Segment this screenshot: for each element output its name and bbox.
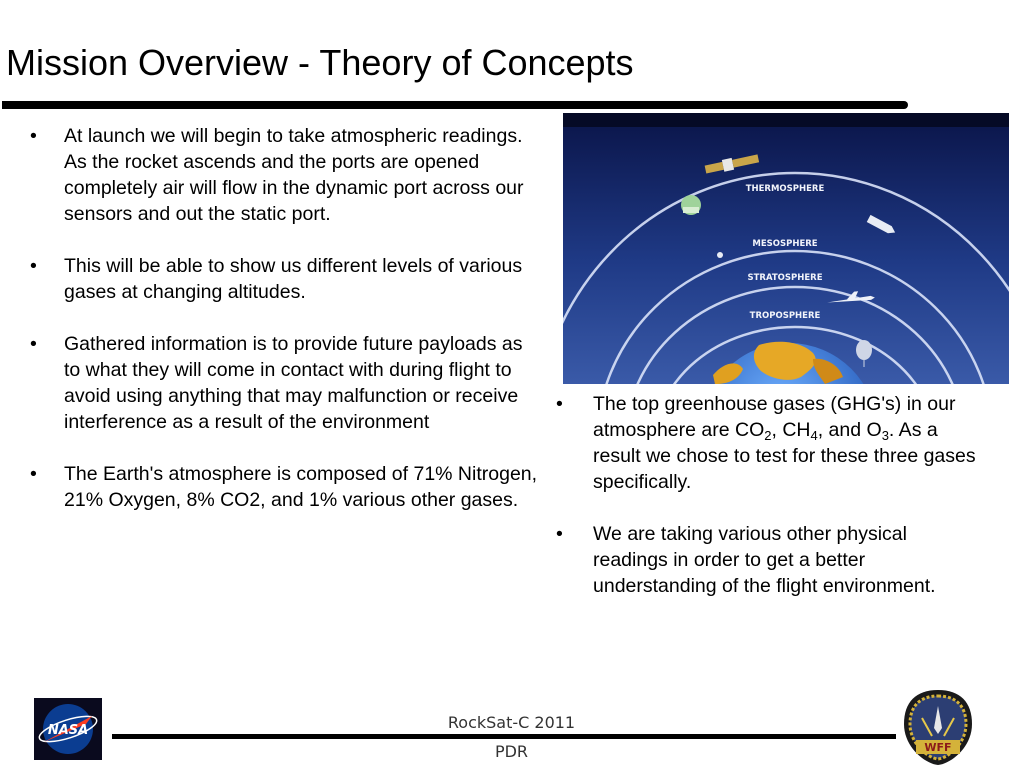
bullet-item	[30, 461, 540, 513]
bullet-item	[556, 521, 976, 599]
page-title: Mission Overview - Theory of Concepts	[6, 42, 634, 83]
bullet-marker: •	[556, 393, 563, 415]
meteor-icon	[717, 252, 723, 258]
layer-label-mesosphere: MESOSPHERE	[752, 239, 818, 249]
bullet-item	[30, 331, 540, 435]
bullet-item	[556, 391, 976, 495]
bullet-text: This will be able to show us different levels of various gases at changing altitudes.	[64, 255, 523, 303]
svg-text:NASA: NASA	[47, 723, 89, 738]
bullet-marker: •	[556, 523, 563, 545]
subscript: 4	[810, 428, 818, 443]
atmosphere-layers-image	[563, 113, 1009, 384]
subscript: 3	[881, 428, 889, 443]
bullet-text: Gathered information is to provide future payloads as to what they will come in contact with during flight to avoid using anything that may malfunction or receive interference as a result of the environment	[64, 333, 523, 433]
layer-label-stratosphere: STRATOSPHERE	[747, 273, 823, 283]
wff-patch-logo	[898, 688, 978, 767]
bullet-marker: •	[30, 125, 37, 147]
bullet-item	[30, 253, 540, 305]
bullet-marker: •	[30, 255, 37, 277]
footer-program: RockSat-C 2011	[447, 713, 576, 732]
left-bullet-list	[30, 123, 540, 539]
bullet-marker: •	[30, 463, 37, 485]
footer-divider	[112, 734, 896, 739]
bullet-marker: •	[30, 333, 37, 355]
bullet-item	[30, 123, 540, 227]
bullet-text: The top greenhouse gases (GHG's) in our atmosphere are $CO_2$, $CH_4$, and $O_3$. As a result we chose to test for these three gases specifically.	[593, 393, 976, 493]
right-bullet-list	[556, 391, 976, 625]
bullet-text: The Earth's atmosphere is composed of 71% Nitrogen, 21% Oxygen, 8% CO2, and 1% various other gases.	[64, 463, 538, 511]
bullet-text: We are taking various other physical readings in order to get a better understanding of the flight environment.	[593, 523, 936, 597]
footer-review: PDR	[494, 742, 529, 761]
layer-label-troposphere: TROPOSPHERE	[749, 311, 821, 321]
spacecraft-icon	[681, 195, 701, 215]
layer-label-thermosphere: THERMOSPHERE	[745, 184, 825, 194]
subscript: 2	[764, 428, 772, 443]
svg-text:WFF: WFF	[924, 741, 952, 754]
title-divider	[2, 101, 908, 109]
bullet-text: At launch we will begin to take atmospheric readings. As the rocket ascends and the ports are opened completely air will flow in the dynamic port across our sensors and out the static port.	[64, 125, 524, 225]
